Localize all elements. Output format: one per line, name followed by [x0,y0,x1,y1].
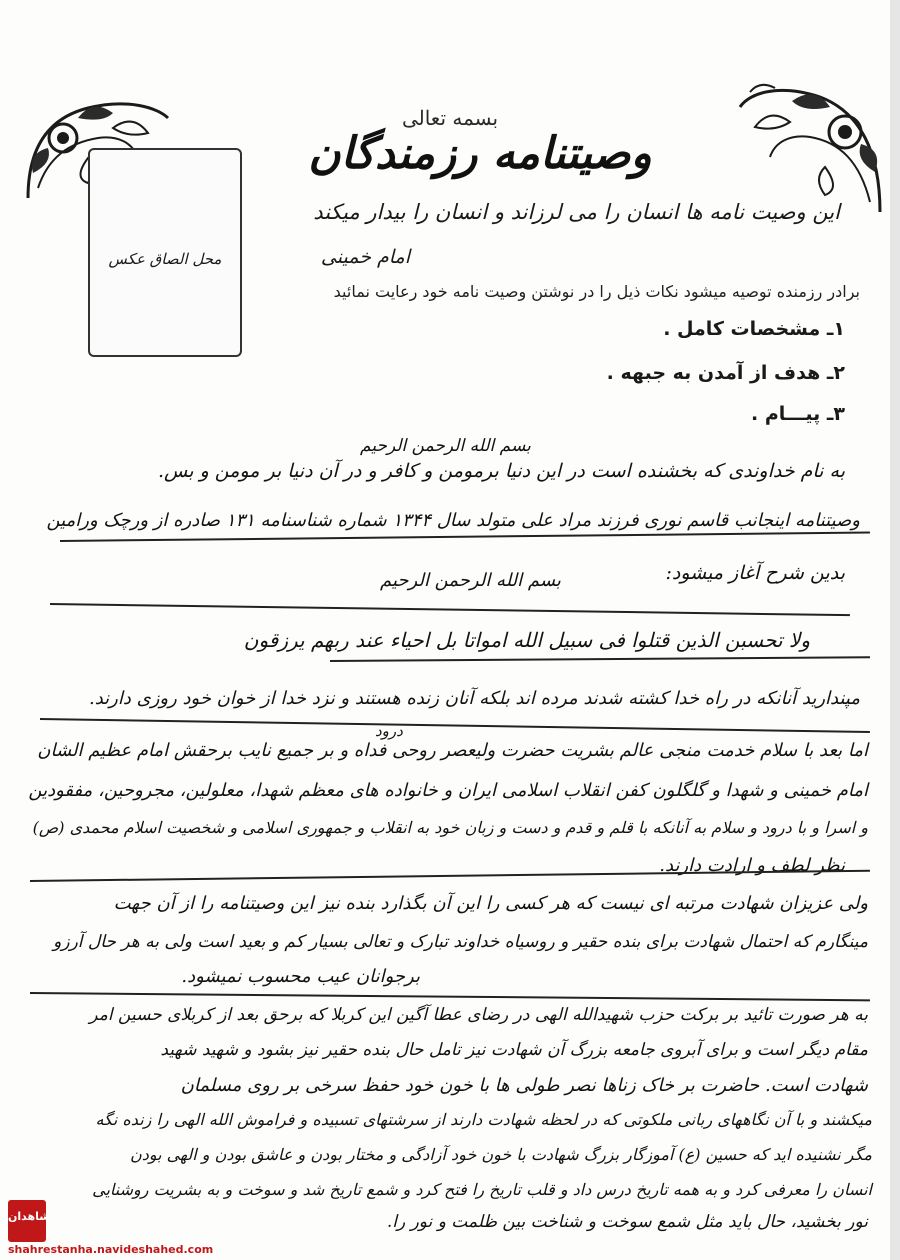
underline [60,532,870,542]
handwritten-line-02: وصیتنامه اینجانب قاسم نوری فرزند مراد علی متولد سال ۱۳۴۴ شماره شناسنامه ۱۳۱ صادره از ورچک ورامین [46,510,860,531]
section-personal-details: ۱ـ مشخصات کامل . [663,318,845,340]
instruction-text: برادر رزمنده توصیه میشود نکات ذیل را در نوشتن وصیت نامه خود رعایت نمائید [333,282,860,301]
underline [40,718,870,733]
scan-edge-right [890,0,900,1260]
handwritten-line-04: ولا تحسبن الذین قتلوا فی سبیل الله امواتا بل احیاء عند ربهم یرزقون [243,628,810,652]
handwritten-line-05: مپندارید آنانکه در راه خدا کشته شدند مرده اند بلکه آنان زنده هستند و نزد خدا از خوان خود روزی دارند. [89,688,860,709]
handwritten-line-07: امام خمینی و شهدا و گلگلون کفن انقلاب اسلامی ایران و خانواده های معظم شهدا، معلولین، مجروحین، مفقودین [28,780,868,801]
handwritten-line-09: نظر لطف و ارادت دارند. [659,855,845,876]
handwritten-line-16: میکشند و با آن نگاههای ربانی ملکوتی که در لحظه شهادت دارند از سرشتهای تسبیده و فراموش الله الهی را زنده نگه [95,1110,872,1129]
watermark-url: shahrestanha.navideshahed.com [8,1243,214,1256]
imam-quote: این وصیت نامه ها انسان را می لرزاند و انسان را بیدار میکند [313,200,840,224]
watermark-logo [8,1200,51,1242]
handwritten-line-19: نور بخشید، حال باید مثل شمع سوخت و شناخت بین ظلمت و نور را. [386,1212,868,1232]
handwritten-line-13: به هر صورت تائید بر برکت حزب شهیدالله الهی در رضای عطا آگین این کربلا که برحق بعد از کربلای حسین امر [89,1005,868,1025]
watermark-logo-text: شاهدان [8,1210,51,1223]
handwritten-line-14: مقام دیگر است و برای آبروی جامعه بزرگ آن شهادت نیز تامل حال بنده حقیر نیز بشود و شهید شهید [160,1040,868,1060]
section-message: ۳ـ پیـــام . [751,403,845,425]
handwritten-line-15: شهادت است. حاضرت بر خاک زناها نصر طولی ها با خون خود حفظ سرخی بر روی مسلمان [180,1075,868,1096]
handwritten-line-17: مگر نشنیده اید که حسین (ع) آموزگار بزرگ شهادت با خون خود آزادگی و مختار بودن و عاشق بودن و الهی بودن [130,1145,872,1164]
handwritten-line-11: مینگارم که احتمال شهادت برای بنده حقیر و روسیاه خداوند تبارک و تعالی بسیار کم و بعید است ولی به هر حال آرزو [53,932,868,952]
photo-box-label: محل الصاق عکس [108,250,222,268]
quote-author: امام خمینی [320,246,410,268]
handwritten-note-salutation: درود [375,722,403,740]
section-purpose: ۲ـ هدف از آمدن به جبهه . [606,362,845,384]
handwritten-bismillah-2: بسم الله الرحمن الرحیم [380,570,561,591]
handwritten-line-18: انسان را معرفی کرد و به همه تاریخ درس داد و قلب تاریخ را فتح کرد و شمع تاریخ شد و سوخت و به بشریت روشنایی [92,1180,872,1199]
handwritten-line-03: بدین شرح آغاز میشود: [665,562,845,584]
handwritten-line-06: اما بعد با سلام خدمت منجی عالم بشریت حضرت ولیعصر روحی فداه و بر جمیع نایب برحقش امام عظیم الشان [37,740,868,761]
underline [30,992,870,1001]
photo-placeholder-box [88,148,242,357]
handwritten-line-08: و اسرا و با درود و سلام به آنانکه با قلم و قدم و دست و زبان خود به انقلاب و جمهوری اسلامی و شخصیت اسلام محمدی (ص) [32,818,868,837]
underline [50,603,850,616]
handwritten-line-12: برجوانان عیب محسوب نمیشود. [181,966,420,987]
handwritten-line-10: ولی عزیزان شهادت مرتبه ای نیست که هر کسی را این آن بگذارد بنده نیز این وصیتنامه را از آن جهت [113,893,868,914]
document-title: وصیتنامه رزمندگان [308,128,652,179]
site-watermark [0,1200,280,1260]
bismillah-heading: بسمه تعالی [401,106,499,130]
handwritten-bismillah-1: بسم الله الرحمن الرحیم [360,436,531,456]
handwritten-line-01: به نام خداوندی که بخشنده است در این دنیا برمومن و کافر و در آن دنیا بر مومن و بس. [158,460,845,482]
underline [330,656,870,662]
